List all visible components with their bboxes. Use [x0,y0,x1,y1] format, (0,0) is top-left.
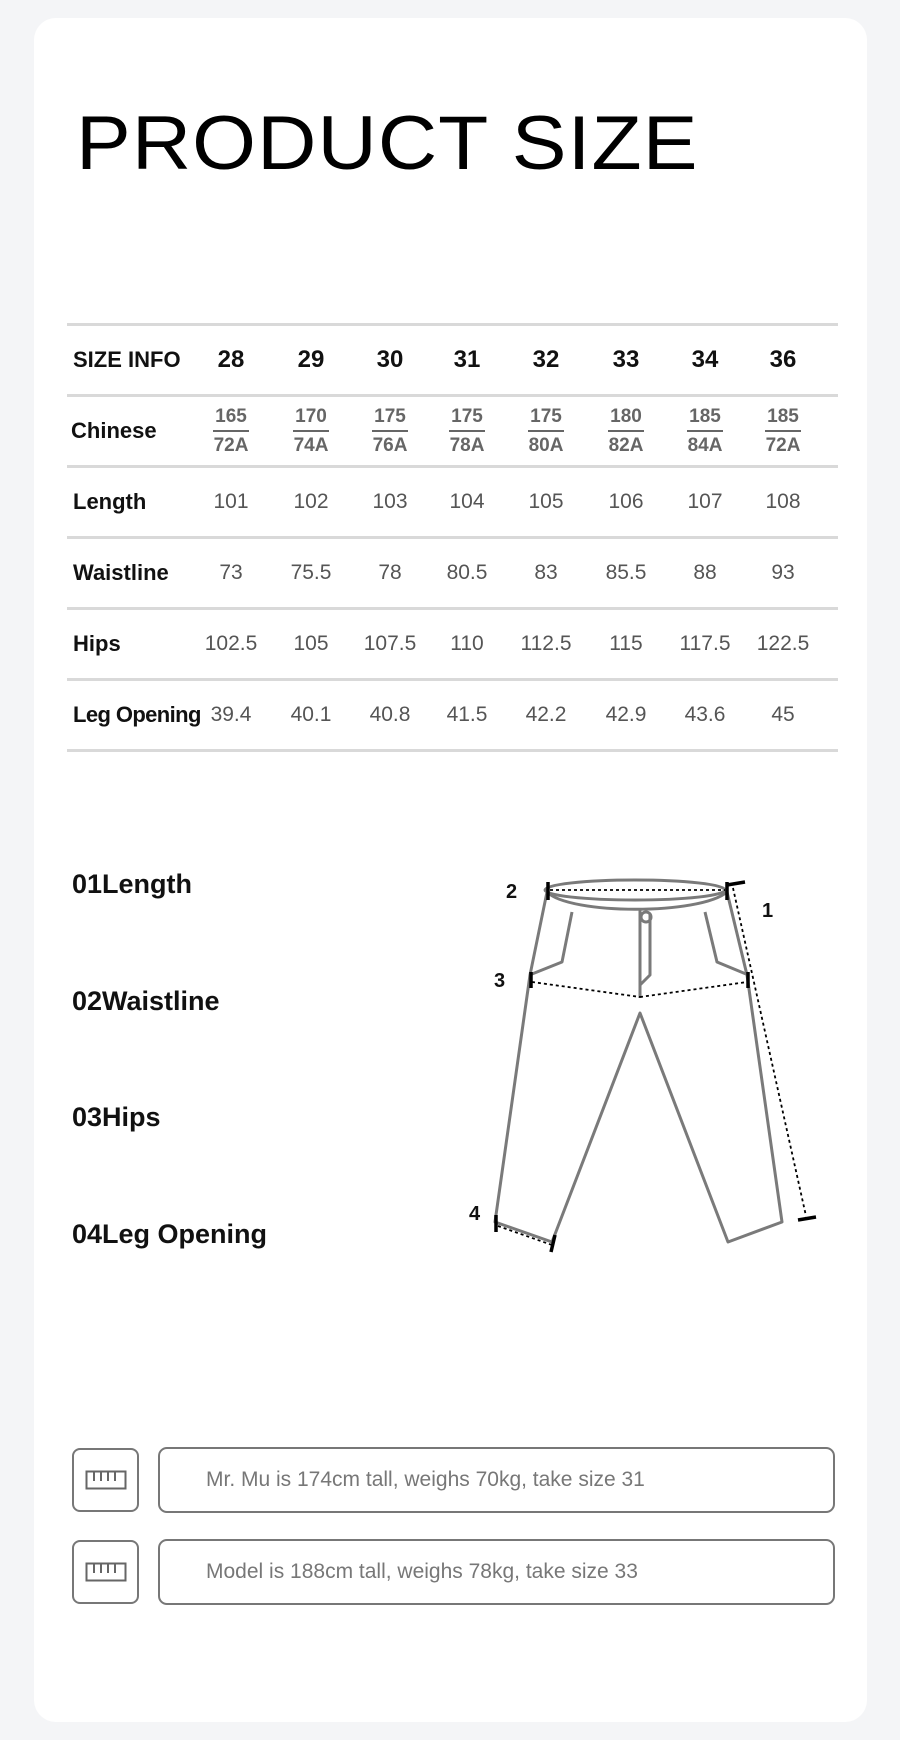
table-cell: 75.5 [290,561,332,584]
table-cell: 102.5 [204,632,258,655]
marker-4: 4 [469,1203,481,1225]
note-icon-box [72,1540,139,1604]
chinese-type: 74A [293,435,329,456]
chinese-height: 185 [765,407,801,432]
table-cell: 115 [609,632,643,655]
chinese-size-cell [276,397,346,465]
table-cell: 106 [608,490,644,513]
table-cell: 93 [771,561,795,584]
table-header-row [67,323,838,394]
chinese-type: 80A [528,435,564,456]
model-note-2: Model is 188cm tall, weighs 78kg, take size 33 [158,1539,835,1605]
table-cell: 73 [219,561,243,584]
chinese-height: 175 [372,407,408,432]
chinese-size-cell [591,397,661,465]
chinese-size-cell [355,397,425,465]
chinese-type: 78A [449,435,485,456]
table-row-leg-opening [67,678,838,752]
row-label: Chinese [71,418,157,443]
table-cell: 42.2 [525,703,567,726]
marker-1: 1 [762,900,774,922]
table-cell: 88 [693,561,717,584]
table-cell: 105 [528,490,564,513]
table-cell: 83 [534,561,558,584]
size-header: 31 [453,346,481,373]
table-cell: 117.5 [679,632,731,655]
table-cell: 103 [372,490,408,513]
legend-hips: 03Hips [72,1102,161,1132]
table-cell: 78 [378,561,402,584]
size-header: 34 [691,346,719,373]
table-cell: 43.6 [684,703,726,726]
size-table [67,323,838,752]
table-row-length [67,465,838,536]
table-row-waistline [67,536,838,607]
table-cell: 42.9 [605,703,647,726]
chinese-height: 180 [608,407,644,432]
ruler-icon [85,1470,127,1490]
size-header: 29 [297,346,325,373]
table-cell: 112.5 [520,632,572,655]
size-header: 30 [376,346,404,373]
ruler-icon [85,1562,127,1582]
table-cell: 40.8 [369,703,411,726]
legend-waistline: 02Waistline [72,986,220,1016]
chinese-size-cell [196,397,266,465]
marker-2: 2 [506,881,518,903]
chinese-size-cell [670,397,740,465]
table-cell: 101 [213,490,249,513]
chinese-height: 165 [213,407,249,432]
chinese-height: 170 [293,407,329,432]
chinese-height: 175 [449,407,485,432]
chinese-height: 185 [687,407,723,432]
table-cell: 104 [449,490,485,513]
pants-outline-icon [495,880,782,1242]
table-cell: 80.5 [446,561,488,584]
table-cell: 40.1 [290,703,332,726]
marker-labels [469,881,773,1225]
page-title: PRODUCT SIZE [76,101,699,186]
table-cell: 107.5 [363,632,417,655]
row-label: Leg Opening [73,702,201,727]
model-note-1: Mr. Mu is 174cm tall, weighs 70kg, take size 31 [158,1447,835,1513]
header-label: SIZE INFO [73,347,181,372]
size-header: 33 [612,346,640,373]
row-label: Waistline [73,560,169,585]
note-icon-box [72,1448,139,1512]
chinese-size-cell [748,397,818,465]
size-header: 28 [217,346,245,373]
table-cell: 39.4 [210,703,252,726]
chinese-type: 76A [372,435,408,456]
chinese-size-cell [432,397,502,465]
chinese-type: 72A [213,435,249,456]
table-cell: 45 [771,703,795,726]
size-header: 36 [769,346,797,373]
table-row-hips [67,607,838,678]
row-label: Length [73,489,147,514]
pants-diagram [450,860,830,1260]
table-cell: 105 [293,632,329,655]
chinese-type: 84A [687,435,723,456]
legend-leg-opening: 04Leg Opening [72,1219,268,1249]
chinese-type: 72A [765,435,801,456]
measurement-ticks [496,882,816,1252]
table-cell: 107 [687,490,723,513]
marker-3: 3 [494,970,506,992]
legend-length: 01Length [72,869,193,899]
chinese-size-cell [511,397,581,465]
table-cell: 110 [450,632,484,655]
table-cell: 108 [765,490,801,513]
table-cell: 102 [293,490,329,513]
chinese-type: 82A [608,435,644,456]
table-row-chinese [67,394,838,465]
table-cell: 41.5 [446,703,488,726]
table-cell: 85.5 [605,561,647,584]
chinese-height: 175 [528,407,564,432]
table-cell: 122.5 [756,632,810,655]
size-header: 32 [532,346,560,373]
row-label: Hips [73,631,121,656]
